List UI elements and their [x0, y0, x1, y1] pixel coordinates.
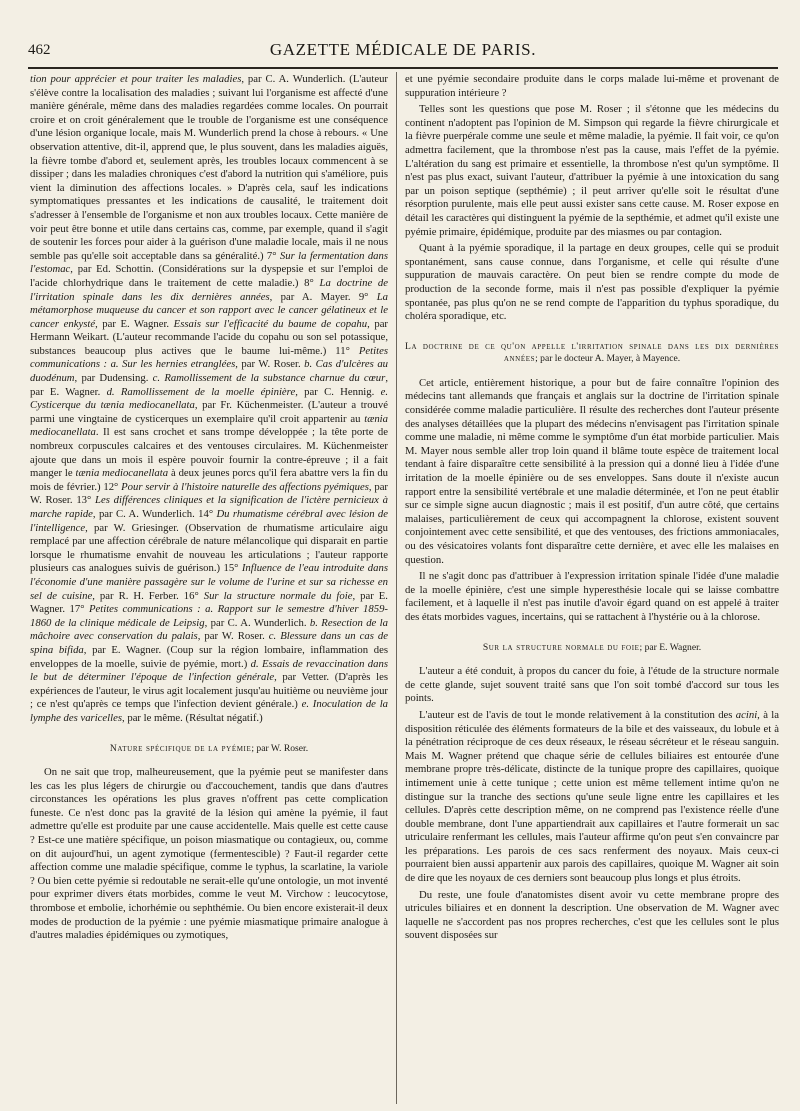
- paragraph: On ne sait que trop, malheureusement, que la pyémie peut se manifester dans les cas les plus légers de chirurgie ou d'accouchement, tandis que dans d'autres circonstances les opérations les plus graves n'offrent pas cette complication funeste. Ce n'est donc pas la gravité de la lésion qui amène la pyémie, il faut admettre qu'elle est produite par une cause accidentelle. Mais quelle est cette cause ? Est-ce une matière spécifique, un poison miasmatique ou contagieux, ou, comme on dit aujourd'hui, un agent zymotique (fermentescible) ? Faut-il regarder cette affection comme une maladie spécifique, comme le typhus, la scarlatine, la variole ? Ou bien cette pyémie si redoutable ne serait-elle qu'une ontologie, un mot inventé pour exprimer divers états morbides, comme le veut M. Virchow : leucocytose, thrombose et embolie, ichorhémie ou sephthémie. Ou bien encore existerait-il deux modes de production de la pyémie : une pyémie miasmatique primaire analogue à d'autres maladies épidémiques ou zymotiques,: [30, 766, 388, 942]
- column-divider: [396, 72, 397, 1104]
- page-header: [28, 40, 778, 64]
- page-number: 462: [28, 42, 51, 58]
- section-heading-structure-foie: Sur la structure normale du foie; par E. Wagner.: [482, 641, 702, 653]
- section-heading-irritation-spinale: La doctrine de ce qu'on appelle l'irritation spinale dans les dix dernières années; par le docteur A. Mayer, à Mayence.: [405, 340, 779, 365]
- paragraph: Telles sont les questions que pose M. Roser ; il s'étonne que les médecins du continent n'adoptent pas l'opinion de M. Simpson qui regarde la fièvre chirurgicale et la fièvre puerpérale comme une seule et même maladie, la pyémie. Il fait voir, ce qu'on admettra facilement, que la thrombose n'est pas la cause, mais l'effet de la pyémie. L'altération du sang est primaire et essentielle, la thrombose n'est qu'un symptôme. Il n'est pas plus exact, suivant l'auteur, d'attribuer la pyémie à une intoxication du sang par un poison septique (septhémie) ; il peut arriver qu'elle soit le résultat d'une résorption purulente, mais elle peut aussi exister sans cette cause. M. Roser expose en détail les caractères qui distinguent la pyémie de la septhémie, et admet qu'il existe une pyémie primaire, épidémique, produite par des miasmes ou par contagion.: [405, 103, 779, 238]
- header-rule: [28, 67, 778, 69]
- paragraph: Quant à la pyémie sporadique, il la partage en deux groupes, celle qui se produit spontanément, sans cause connue, dans l'organisme, et celle qui résulte d'une suppuration de mauvais caractère. On peut bien se rendre compte du mode de production de la seconde forme, mais il n'est pas possible d'expliquer la pyémie spontanée, pas plus qu'on ne se rend compte de l'apparition du typhus sporadique, du choléra sporadique, etc.: [405, 242, 779, 323]
- paragraph: Du reste, une foule d'anatomistes disent avoir vu cette membrane propre des utricules biliaires et en donnent la description. Une observation de M. Wagner avec laquelle ne s'accordent pas nos propres recherches, c'est que les cellules sont le plus souvent disposées sur: [405, 888, 779, 942]
- left-column: [30, 73, 388, 1103]
- paragraph: tion pour apprécier et pour traiter les maladies, par C. A. Wunderlich. (L'auteur s'élève contre la localisation des maladies ; suivant lui l'organisme est affecté d'une manière générale, même dans des maladies regardées comme locales. On pourrait croire et on croit généralement que le trouble de l'organisme est une conséquence d'une lésion organique locale, mais M. Wunderlich prend la chose à rebours. « Une observation attentive, dit-il, apprend que, le plus souvent, dans les maladies aiguës, la fièvre tombe d'abord et, seulement après, les troubles locaux commencent à se dissiper ; dans les maladies chroniques c'est d'abord la nutrition qui s'améliore, puis vient la diminution des affections locales. » D'après cela, sauf les indications symptomatiques pressantes et les indications de causalité, le traitement doit s'adresser à l'ensemble de l'organisme et non aux troubles locaux. Cette manière de voir peut être bonne et utile dans certains cas, comme, par exemple, quand il s'agit de soutenir les forces pour aider à la guérison d'une maladie locale, mais il ne nous semble pas qu'elle soit acceptable dans sa généralité.) 7° Sur la fermentation dans l'estomac, par Ed. Schottin. (Considérations sur la dyspepsie et sur l'emploi de l'acide chlorhydrique dans le traitement de cette maladie.) 8° La doctrine de l'irritation spinale dans les dix dernières années, par A. Mayer. 9° La métamorphose muqueuse du cancer et son rapport avec le cancer gélatineux et le cancer enkysté, par E. Wagner. Essais sur l'efficacité du baume de copahu, par Hermann Weikart. (L'auteur recommande l'acide du copahu ou son sel potassique, substances beaucoup plus actives que le baume lui-même.) 11° Petites communications : a. Sur les hernies etranglées, par W. Roser. b. Cas d'ulcères au duodénum, par Dudensing. c. Ramollissement de la substance charnue du cœur, par E. Wagner. d. Ramollissement de la moelle épinière, par C. Hennig. e. Cysticerque du tænia mediocanellata, par Fr. Küchenmeister. (L'auteur a trouvé parmi une vingtaine de cysticerques un exemplaire qu'il croit appartenir au tænia mediocanellata. Il est sans crochet et sans trompe développée ; la tête porte de nombreux corpuscules calcaires et des ventouses circulaires. M. Küchenmeister ajoute que dans un mois il espère pouvoir fournir la contre-épreuve ; il a fait manger le tænia mediocanellata à deux jeunes porcs qu'il fera abattre vers la fin du mois de février.) 12° Pour servir à l'histoire naturelle des affections pyémiques, par W. Roser. 13° Les différences cliniques et la signification de l'ictère pernicieux à marche rapide, par C. A. Wunderlich. 14° Du rhumatisme cérébral avec lésion de l'intelligence, par W. Griesinger. (Observation de rhumatisme articulaire aigu remplacé par une affection cérébrale de nature mélancolique qui disparait en partie lorsque le rhumatisme envahit de nouveau les articulations ; l'auteur rapporte plusieurs cas analogues suivis de guérison.) 15° Influence de l'eau introduite dans l'économie d'une manière passagère sur le volume de l'urine et sur sa richesse en sel de cuisine, par R. H. Ferber. 16° Sur la structure normale du foie, par E. Wagner. 17° Petites communications : a. Rapport sur le semestre d'hiver 1859-1860 de la clinique médicale de Leipsig, par C. A. Wunderlich. b. Resection de la mâchoire avec conservation du palais, par W. Roser. c. Blessure dans un cas de spina bifida, par E. Wagner. (Coup sur la région lombaire, inflammation des enveloppes de la moelle, suivie de pyémie, mort.) d. Essais de revaccination dans le but de déterminer l'époque de l'infection générale, par Vetter. (D'après les expériences de l'auteur, le virus agit localement jusqu'au huitième ou neuvième jour ; ce n'est qu'après ce temps que l'infection devient générale.) e. Inoculation de la lymphe des varicelles, par le même. (Résultat négatif.): [30, 73, 388, 724]
- right-column: [405, 73, 779, 1103]
- paragraph: Cet article, entièrement historique, a pour but de faire connaître l'opinion des médecins tant allemands que français et anglais sur la doctrine de l'irritation spinale considérée comme maladie particulière. Il résulte des recherches dont l'auteur présente des analyses détaillées que la plupart des médecins n'envisagent pas l'irritation spinale comme une maladie, ni même comme le symptôme d'un état morbide particulier. Mais M. Mayer nous semble aller trop loin quand il blâme toute espèce de traitement local tendant à faire disparaître cette sensibilité à la pression qui a donné lieu à l'idée d'une irritation de la moelle épinière ou de ses enveloppes. Sans doute il n'existe aucun rapport entre la sensibilité vertébrale et une maladie déterminée, et l'on ne peut établir sur ce simple signe aucun diagnostic ; mais il est positif, d'un autre côté, que certains malaises, particulièrement de ceux qui accompagnent la chlorose, existent souvent conjointement avec cette sensibilité, et que des ventouses, des frictions ammoniacales, ou des vésicatoires volants font disparaître cette dernière, et avec elle les malaises en question.: [405, 376, 779, 566]
- section-heading-pyemie: Nature spécifique de la pyémie; par W. Roser.: [109, 742, 309, 754]
- paragraph: L'auteur est de l'avis de tout le monde relativement à la constitution des acini, à la disposition réticulée des éléments formateurs de la bile et des vaisseaux, du lobule et à la pénétration réciproque de ces deux réseaux, le réseau sécréteur et le réseau sanguin. Mais M. Wagner prétend que chaque série de cellules biliaires est entourée d'une membrane propre très-délicate, distincte de la tunique propre des capillaires, quoique intimement unie à cette tunique ; cette union est même tellement intime qu'on ne distingue sur la tranche des sections qu'une seule ligne entre les capillaires et les cellules. D'après cette description même, on ne comprend pas l'existence réelle d'une double membrane, dont l'une appartiendrait aux capillaires et l'autre formerait un sac utriculaire renfermant les cellules, mais l'auteur affirme qu'on peut s'en convaincre par les préparations. Les parois de ces sacs renferment des noyaux. Mais ceux-ci pourraient bien aussi appartenir aux parois des capillaires, quoique M. Wagner ait soin de dire que les noyaux de ces derniers sont beaucoup plus longs et plus étroits.: [405, 708, 779, 885]
- paragraph: Il ne s'agit donc pas d'attribuer à l'expression irritation spinale l'idée d'une maladie de la moelle épinière, c'est une simple hyperesthésie locale qui se laisse combattre facilement, et à laquelle il n'est pas inutile d'avoir égard quand on est appelé à traiter des états morbides vagues, incertains, qui se rattachent à l'hystérie ou à la chlorose.: [405, 570, 779, 623]
- paragraph: et une pyémie secondaire produite dans le corps malade lui-même et provenant de suppuration intérieure ?: [405, 73, 779, 99]
- paragraph: L'auteur a été conduit, à propos du cancer du foie, à l'étude de la structure normale de cette glande, sujet souvent traité sans que l'on soit tombé d'accord sur tous les points.: [405, 665, 779, 705]
- journal-title: GAZETTE MÉDICALE DE PARIS.: [269, 40, 537, 59]
